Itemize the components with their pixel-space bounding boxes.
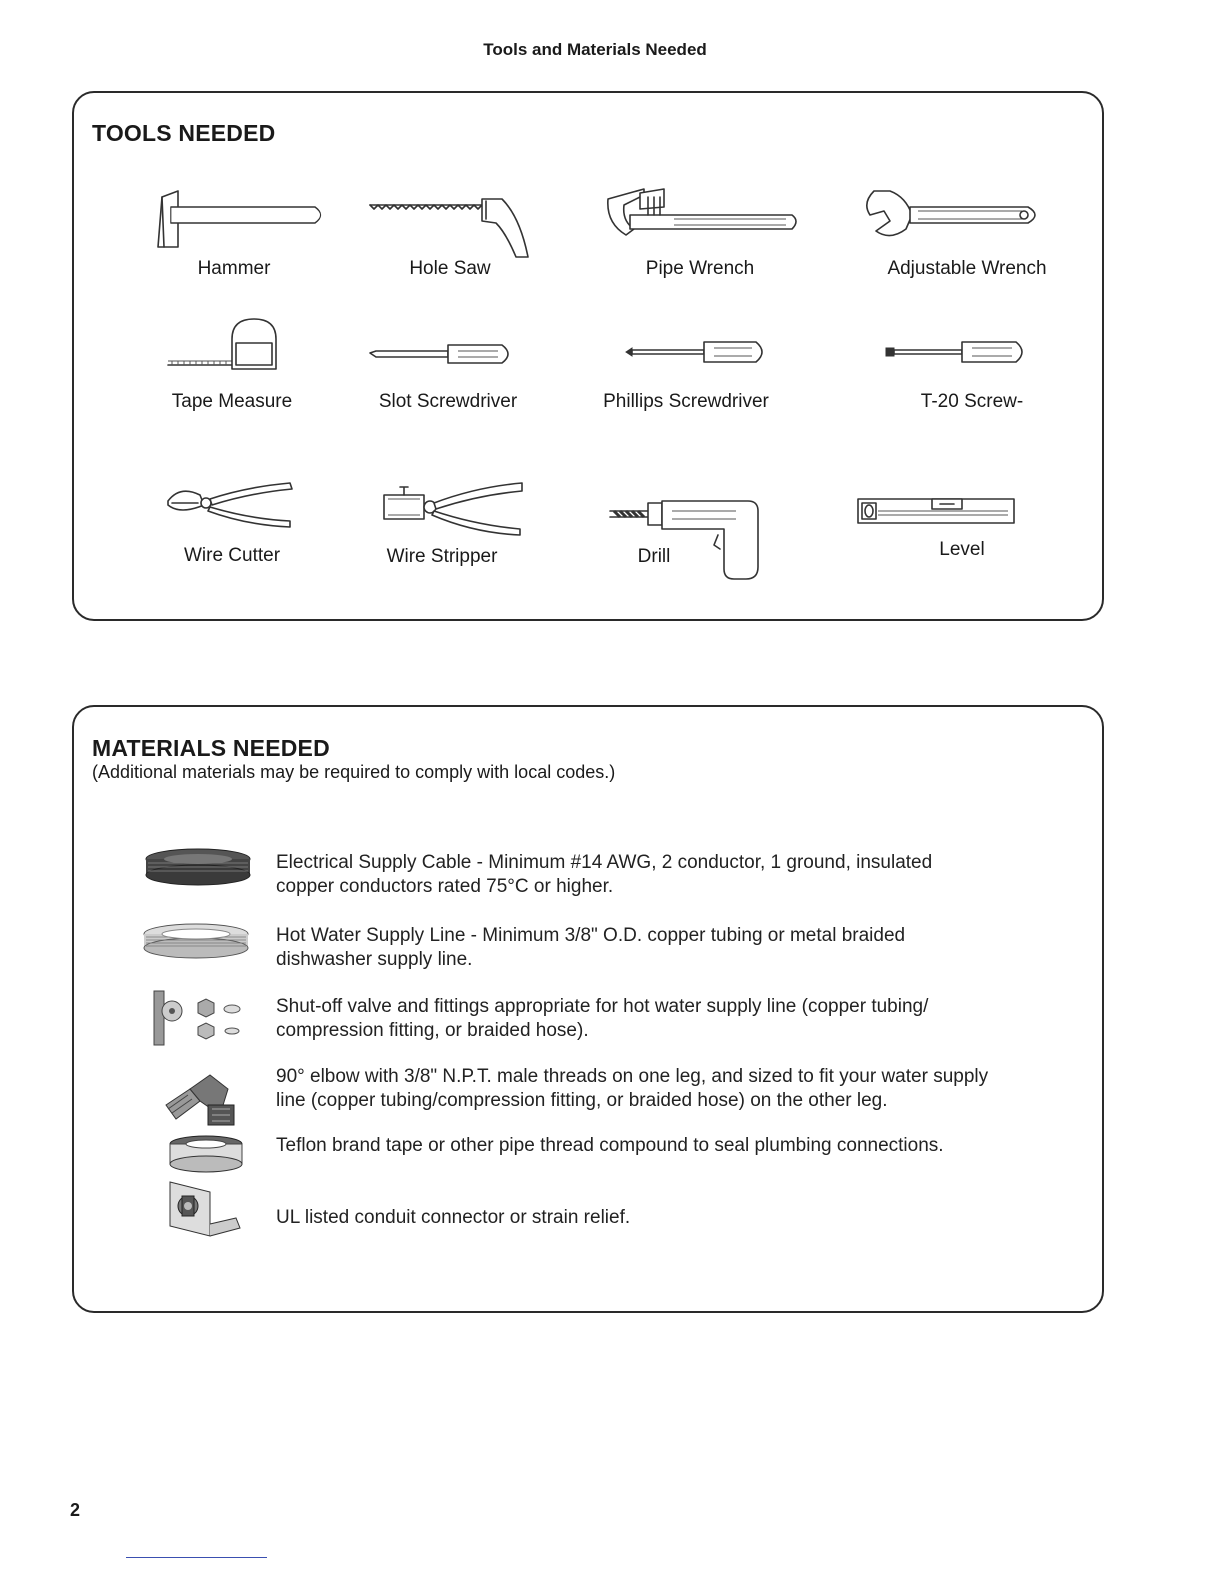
hole-saw-icon [368,193,538,263]
footer-rule [126,1557,267,1558]
material-line-1: Hot Water Supply Line - Minimum 3/8" O.D. copper tubing or metal braided [276,925,906,946]
teflon-tape-icon [166,1134,246,1174]
tape-measure-icon [166,315,286,373]
t20-screwdriver-icon [884,337,1034,367]
tool-label: Pipe Wrench [645,258,755,279]
material-description [276,851,1036,899]
material-line-1: UL listed conduit connector or strain relief. [276,1207,631,1228]
tools-needed-panel [72,91,1104,621]
materials-note: (Additional materials may be required to comply with local codes.) [92,762,616,782]
electrical-cable-coil-icon [144,847,254,887]
copper-tubing-coil-icon [140,920,252,960]
material-description [276,995,1036,1043]
page-number: 2 [70,1500,81,1520]
material-line-2: dishwasher supply line. [276,949,473,970]
tool-label: Drill [637,546,671,567]
tool-label: Wire Stripper [386,546,498,567]
material-line-1: Shut-off valve and fittings appropriate for hot water supply line (copper tubing/ [276,996,929,1017]
tool-label: Wire Cutter [183,545,281,566]
material-line-1: 90° elbow with 3/8" N.P.T. male threads on one leg, and sized to fit your water supply [276,1066,989,1087]
wire-cutter-icon [166,475,306,535]
material-description [276,924,1036,972]
shutoff-valve-fittings-icon [150,987,250,1049]
tool-label: Adjustable Wrench [887,258,1047,279]
material-line-2: line (copper tubing/compression fitting, or braided hose) on the other leg. [276,1090,888,1111]
material-description [276,1206,1036,1230]
page-header: Tools and Materials Needed [483,40,707,59]
tool-label: T-20 Screw- [920,391,1024,412]
material-line-2: compression fitting, or braided hose). [276,1020,589,1041]
materials-needed-panel [72,705,1104,1313]
wire-stripper-icon [380,479,540,539]
phillips-screwdriver-icon [624,337,774,367]
slot-screwdriver-icon [368,339,518,369]
adjustable-wrench-icon [860,187,1060,247]
material-line-1: Electrical Supply Cable - Minimum #14 AWG, 2 conductor, 1 ground, insulated [276,852,933,873]
drill-icon [608,497,768,583]
conduit-connector-icon [164,1178,244,1242]
material-description [276,1065,1036,1113]
hammer-icon [154,185,324,255]
tools-needed-title: TOOLS NEEDED [92,120,276,146]
material-line-1: Teflon brand tape or other pipe thread compound to seal plumbing connections. [276,1135,944,1156]
materials-needed-title: MATERIALS NEEDED [92,735,330,761]
material-line-2: copper conductors rated 75°C or higher. [276,876,614,897]
pipe-wrench-icon [604,185,804,245]
tool-label: Phillips Screwdriver [603,391,769,412]
tool-label: Hammer [197,258,271,279]
material-description [276,1134,1036,1158]
level-icon [856,497,1018,527]
tool-label: Hole Saw [409,258,491,279]
tool-label: Level [939,539,985,560]
elbow-fitting-icon [160,1065,242,1131]
tool-label: Slot Screwdriver [378,391,518,412]
tool-label: Tape Measure [171,391,293,412]
